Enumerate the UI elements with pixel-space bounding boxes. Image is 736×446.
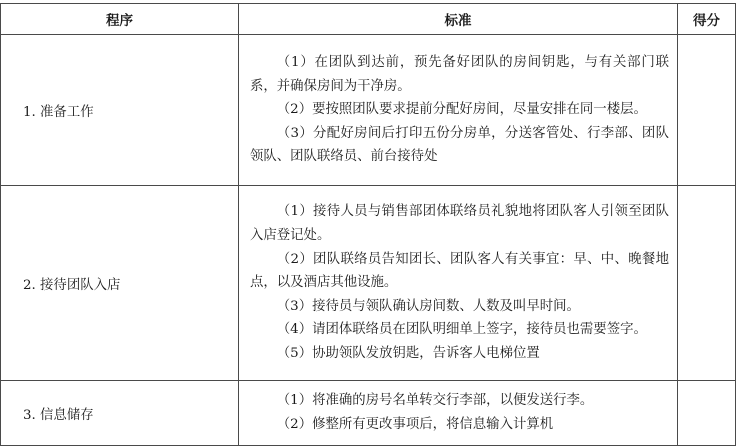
table-row-reception	[1, 186, 736, 381]
standard-item: （1）接待人员与销售部团体联络员礼貌地将团队客人引领至团队入店登记处。	[250, 204, 669, 244]
standard-item: （3）接待员与领队确认房间数、人数及叫早时间。	[276, 298, 580, 314]
standard-cell	[239, 186, 678, 381]
table-header-row	[1, 4, 736, 35]
standard-item: （5）协助领队发放钥匙，告诉客人电梯位置	[276, 345, 540, 361]
header-standard: 标准	[239, 4, 678, 35]
score-cell[interactable]	[678, 186, 736, 381]
procedure-cell: 1. 准备工作	[1, 35, 239, 186]
procedure-cell: 3. 信息储存	[1, 381, 239, 446]
score-cell[interactable]	[678, 381, 736, 446]
standard-item: （2）团队联络员告知团长、团队客人有关事宜：早、中、晚餐地点，以及酒店其他设施。	[250, 251, 669, 291]
standard-cell	[239, 35, 678, 186]
score-cell[interactable]	[678, 35, 736, 186]
standard-cell	[239, 381, 678, 446]
procedure-cell: 2. 接待团队入店	[1, 186, 239, 381]
table-row-info-storage	[1, 381, 736, 446]
procedure-standard-table-wrapper	[0, 3, 735, 433]
standard-item: （1）将准确的房号名单转交行李部，以便发送行李。	[276, 393, 594, 409]
header-procedure: 程序	[1, 4, 239, 35]
table-row-preparation	[1, 35, 736, 186]
standard-item: （2）要按照团队要求提前分配好房间，尽量安排在同一楼层。	[276, 102, 647, 118]
standard-item: （2）修整所有更改事项后，将信息输入计算机	[276, 417, 554, 432]
standard-item: （4）请团体联络员在团队明细单上签字，接待员也需要签字。	[276, 322, 647, 338]
procedure-standard-table	[0, 3, 736, 446]
header-score: 得分	[678, 4, 736, 35]
standard-item: （3）分配好房间后打印五份分房单，分送客管处、行李部、团队领队、团队联络员、前台接待处	[250, 125, 669, 165]
standard-item: （1）在团队到达前，预先备好团队的房间钥匙，与有关部门联系，并确保房间为干净房。	[250, 55, 669, 94]
